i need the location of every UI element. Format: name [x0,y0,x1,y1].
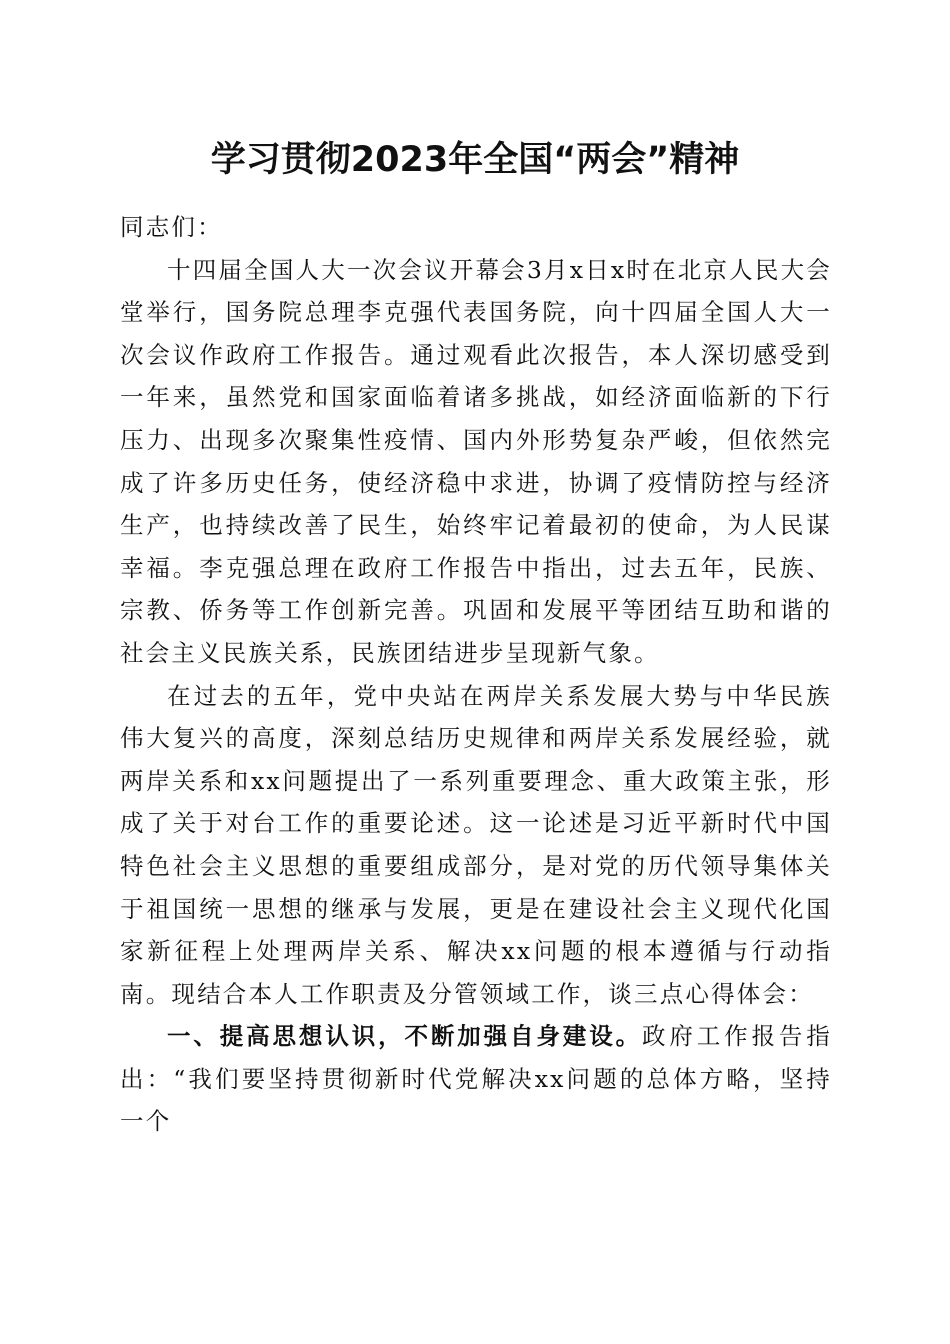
paragraph-2: 在过去的五年，党中央站在两岸关系发展大势与中华民族伟大复兴的高度，深刻总结历史规律和两岸关系发展经验，就两岸关系和xx问题提出了一系列重要理念、重大政策主张，形成了关于对台工作的重要论述。这一论述是习近平新时代中国特色社会主义思想的重要组成部分，是对党的历代领导集体关于祖国统一思想的继承与发展，更是在建设社会主义现代化国家新征程上处理两岸关系、解决xx问题的根本遵循与行动指南。现结合本人工作职责及分管领域工作，谈三点心得体会： [120,681,832,1008]
paragraph-1: 十四届全国人大一次会议开幕会3月x日x时在北京人民大会堂举行，国务院总理李克强代表国务院，向十四届全国人大一次会议作政府工作报告。通过观看此次报告，本人深切感受到一年来，虽然党和国家面临着诸多挑战，如经济面临新的下行压力、出现多次聚集性疫情、国内外形势复杂严峻，但依然完成了许多历史任务，使经济稳中求进，协调了疫情防控与经济生产，也持续改善了民生，始终牢记着最初的使命，为人民谋幸福。李克强总理在政府工作报告中指出，过去五年，民族、宗教、侨务等工作创新完善。巩固和发展平等团结互助和谐的社会主义民族关系，民族团结进步呈现新气象。 [120,255,832,667]
section-heading-1: 一、提高思想认识，不断加强自身建设。 [167,1022,642,1051]
salutation: 同志们： [120,213,223,241]
document-title: 学习贯彻2023年全国“两会”精神 [210,140,740,180]
paragraph-3 [120,1015,832,1143]
document-body [120,206,832,1143]
paragraph-3-text: 政府工作报告指出：“我们要坚持贯彻新时代党解决xx问题的总体方略，坚持一个 [120,1022,832,1136]
